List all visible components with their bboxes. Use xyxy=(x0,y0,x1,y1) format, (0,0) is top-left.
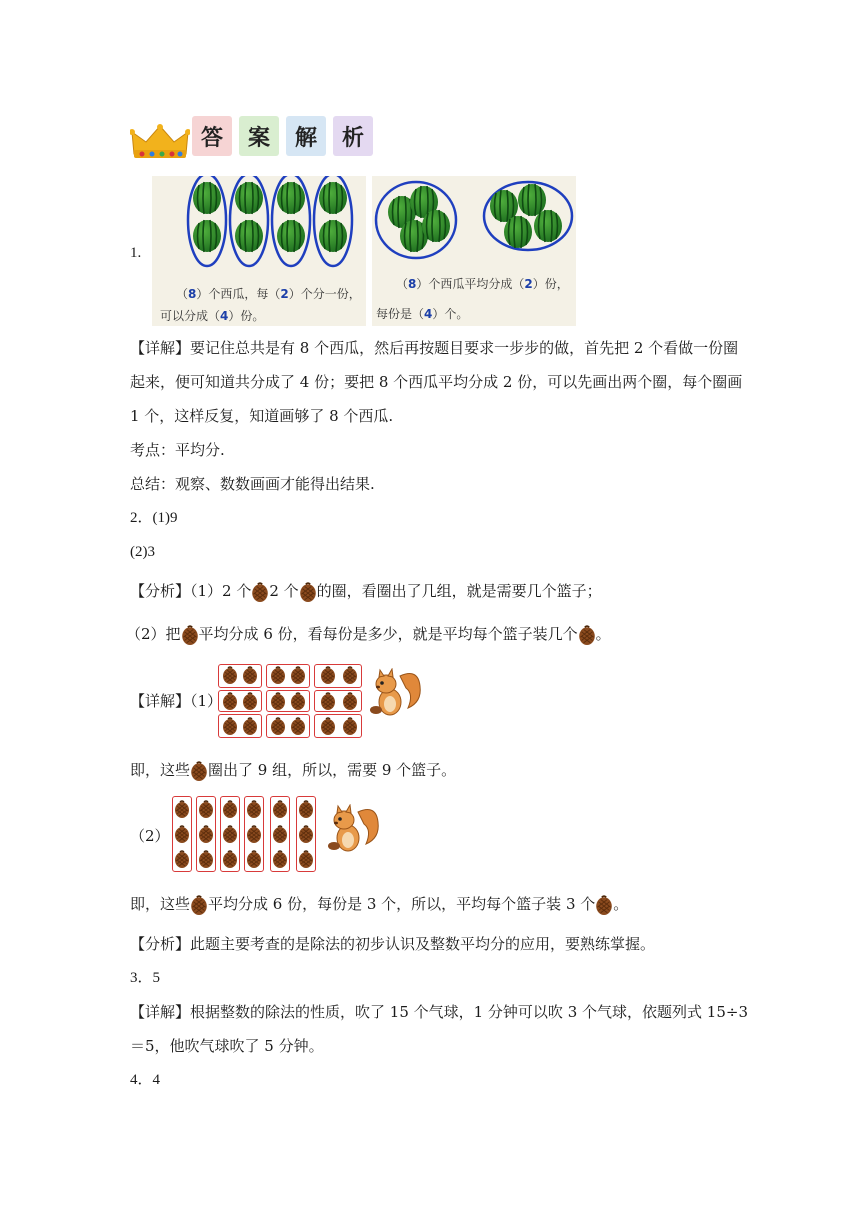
q3-detail-line2: ＝5，他吹气球吹了 5 分钟。 xyxy=(130,1037,324,1055)
q2-detail1-label: 【详解】（1） xyxy=(130,692,223,710)
q1-zongjie: 总结：观察、数数画画才能得出结果. xyxy=(130,475,375,493)
q2-ji-line2: 即，这些 平均分成 6 份，每份是 3 个，所以，平均每个篮子装 3 个 。 xyxy=(130,895,629,913)
nut-icon xyxy=(190,895,208,915)
q3-answer: 3．5 xyxy=(130,970,161,986)
q2-answer-b: (2)3 xyxy=(130,544,155,560)
q2-fenxi-line3: 【分析】此题主要考查的是除法的初步认识及整数平均分的应用，要熟练掌握。 xyxy=(130,935,656,953)
q2-answer-a: 2．(1)9 xyxy=(130,510,178,526)
header-tile-3: 解 xyxy=(286,116,326,156)
nut-icon xyxy=(595,895,613,915)
q2-fenxi-line2: （2）把 平均分成 6 份，看每份是多少，就是平均每个篮子装几个 。 xyxy=(126,625,611,643)
q3-detail-line1: 【详解】根据整数的除法的性质，吹了 15 个气球，1 分钟可以吹 3 个气球，依题列式 15÷3 xyxy=(130,1003,748,1021)
fig-left-caption-line1: （8）个西瓜，每（2）个分一份， xyxy=(176,287,361,301)
squirrel-icon xyxy=(324,804,382,854)
nut-icon xyxy=(190,761,208,781)
header-tile-4: 析 xyxy=(333,116,373,156)
q1-detail-line3: 1 个，这样反复，知道画够了 8 个西瓜. xyxy=(130,407,394,425)
nut-icon xyxy=(299,582,317,602)
nut-icon xyxy=(251,582,269,602)
q2-part2-label: （2） xyxy=(130,827,170,845)
q2-fenxi-line1: 【分析】（1）2 个 2 个 的圈，看圈出了几组，就是需要几个篮子； xyxy=(130,582,602,600)
nut-grid-pairs xyxy=(218,662,364,740)
fig-left-caption-line2: 可以分成（4）份。 xyxy=(160,309,265,323)
crown-icon xyxy=(130,124,190,160)
fig-right-caption-line2: 每份是（4）个。 xyxy=(376,307,469,321)
header-tile-1: 答 xyxy=(192,116,232,156)
watermelon-figure-right xyxy=(372,176,576,326)
nut-icon xyxy=(181,625,199,645)
watermelon-figure-left xyxy=(152,176,366,326)
q1-detail-line2: 起来，便可知道共分成了 4 份；要把 8 个西瓜平均分成 2 份，可以先画出两个圈，每个圈画 xyxy=(130,373,743,391)
q2-ji-line1: 即，这些 圈出了 9 组，所以，需要 9 个篮子。 xyxy=(130,761,457,779)
q1-kaodian: 考点：平均分. xyxy=(130,441,225,459)
q1-detail-line1: 【详解】要记住总共是有 8 个西瓜，然后再按题目要求一步步的做，首先把 2 个看做一份圈 xyxy=(130,339,739,357)
header-tile-2: 案 xyxy=(239,116,279,156)
q1-number: 1. xyxy=(130,245,142,261)
fig-right-caption-line1: （8）个西瓜平均分成（2）份， xyxy=(396,277,569,291)
squirrel-icon xyxy=(366,668,424,718)
nut-grid-columns xyxy=(172,796,320,874)
q4-answer: 4．4 xyxy=(130,1072,161,1088)
nut-icon xyxy=(578,625,596,645)
